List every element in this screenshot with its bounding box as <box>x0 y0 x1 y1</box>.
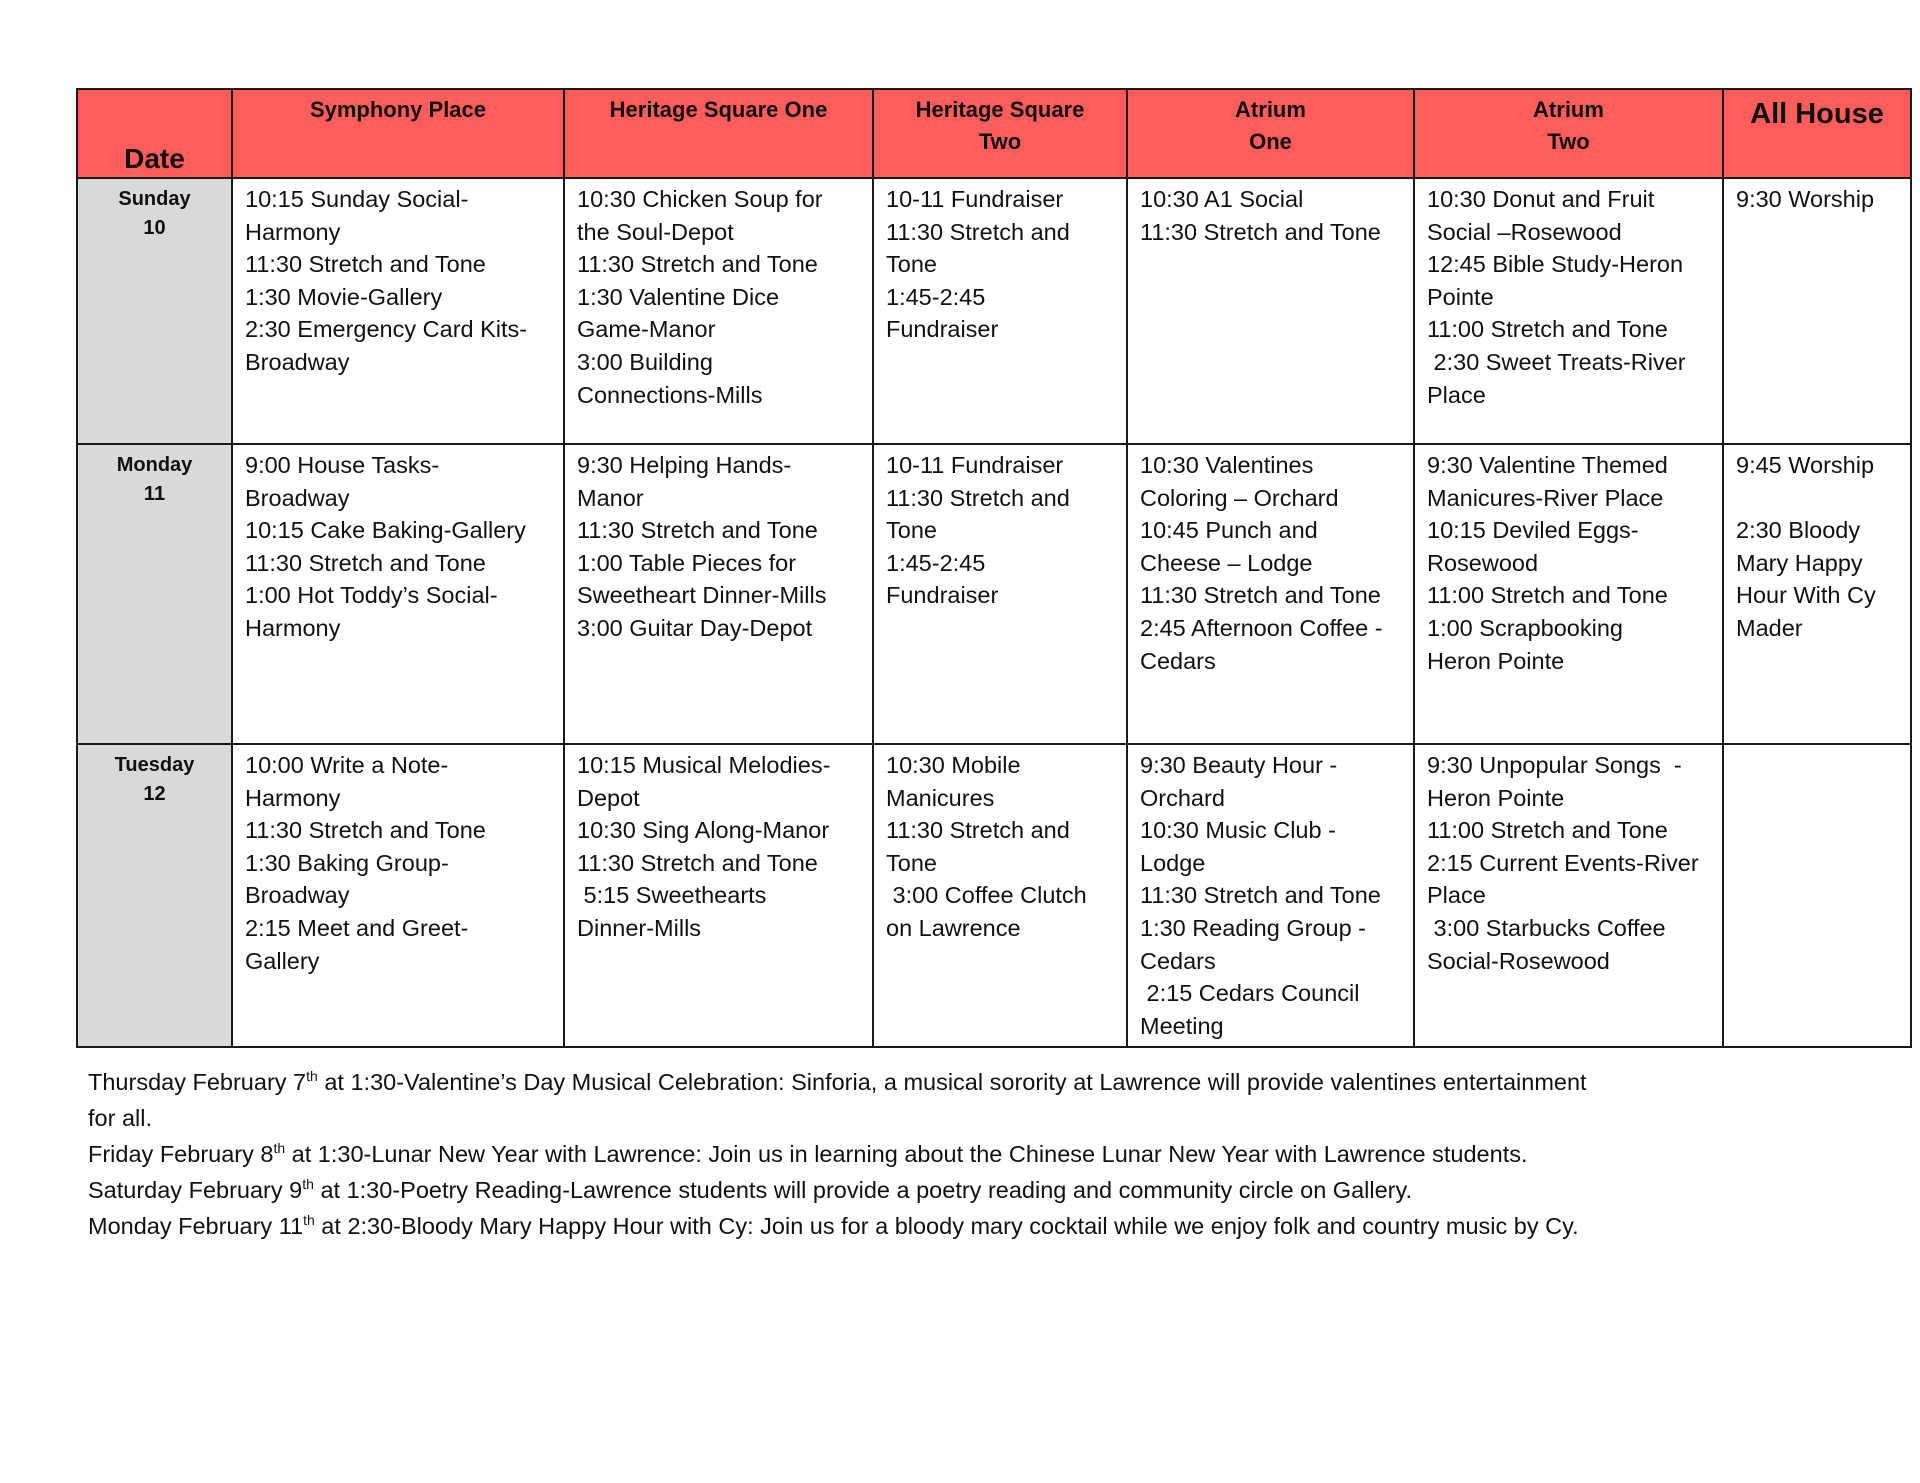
activity-line: Meeting <box>1140 1012 1224 1039</box>
activity-line: 11:30 Stretch and Tone <box>245 251 486 278</box>
activity-line: 1:30 Reading Group - <box>1140 914 1367 941</box>
activity-line: 11:30 Stretch and Tone <box>1140 882 1381 909</box>
activity-line: 10-11 Fundraiser <box>886 186 1064 212</box>
activity-line: Place <box>1427 381 1486 408</box>
day-cell <box>77 744 232 1047</box>
header-row <box>77 89 1911 178</box>
schedule-row-monday <box>77 444 1911 744</box>
header-atrium-two: Atrium Two <box>1414 89 1723 178</box>
activity-line: Harmony <box>245 218 341 245</box>
activity-line: Mary Happy <box>1736 549 1863 576</box>
event-note-date: Monday February 11 <box>88 1213 304 1239</box>
activity-line: 11:00 Stretch and Tone <box>1427 316 1668 343</box>
activity-line: 5:15 Sweethearts <box>577 882 767 909</box>
day-name: Sunday <box>118 188 191 210</box>
activity-cell-symphony-place <box>232 444 564 744</box>
schedule-row-tuesday <box>77 744 1911 1047</box>
activity-line: Fundraiser <box>886 582 999 609</box>
event-note-continuation: for all. <box>88 1105 152 1131</box>
day-number: 10 <box>143 217 166 239</box>
activity-cell-all-house <box>1723 444 1911 744</box>
activity-line: Manor <box>577 484 644 511</box>
activity-line: 10:00 Write a Note- <box>245 752 449 778</box>
activity-line: 10:45 Punch and <box>1140 517 1318 544</box>
event-note-text: at 2:30-Bloody Mary Happy Hour with Cy: Join us for a bloody mary cocktail while we enjoy folk and country music by Cy. <box>314 1213 1579 1239</box>
activity-line <box>1736 482 1900 515</box>
activity-line: Connections-Mills <box>577 381 763 408</box>
activity-line: 2:45 Afternoon Coffee - <box>1140 614 1383 641</box>
activity-line: Harmony <box>245 784 341 811</box>
activity-line: on Lawrence <box>886 914 1021 941</box>
activity-line: 2:15 Current Events-River <box>1427 849 1699 876</box>
activity-line: 10:15 Cake Baking-Gallery <box>245 517 526 544</box>
activity-line: 9:00 House Tasks- <box>245 452 440 478</box>
day-name: Monday <box>116 454 193 476</box>
activity-line: 10:15 Sunday Social- <box>245 186 469 212</box>
activity-line: Mader <box>1736 614 1803 641</box>
activity-line: Depot <box>577 784 640 811</box>
activity-line: 3:00 Starbucks Coffee <box>1427 914 1666 941</box>
day-number: 12 <box>143 783 166 805</box>
event-note-text: at 1:30-Valentine’s Day Musical Celebration: Sinforia, a musical sorority at Lawrence will provide valentines entertainment <box>317 1069 1587 1095</box>
activity-cell-atrium-two <box>1414 744 1723 1047</box>
activity-line: Tone <box>886 251 937 278</box>
activity-line: Heron Pointe <box>1427 784 1565 811</box>
activity-line: Broadway <box>245 348 350 375</box>
activity-line: 11:00 Stretch and Tone <box>1427 817 1668 844</box>
activity-line: Social –Rosewood <box>1427 218 1622 245</box>
header-symphony-place: Symphony Place <box>232 89 564 178</box>
activity-line: 10:30 Mobile <box>886 752 1021 778</box>
activity-line: Hour With Cy <box>1736 582 1876 609</box>
activity-cell-atrium-one <box>1127 744 1414 1047</box>
activity-line: 9:30 Unpopular Songs - <box>1427 752 1682 778</box>
activity-line: Pointe <box>1427 283 1494 310</box>
activity-line: 10:30 Sing Along-Manor <box>577 817 830 844</box>
activity-cell-heritage-square-two <box>873 444 1127 744</box>
activity-line: 11:30 Stretch and <box>886 817 1070 844</box>
activity-line: 2:30 Bloody <box>1736 517 1861 544</box>
activity-line: Tone <box>886 849 937 876</box>
ordinal-suffix: th <box>273 1140 286 1157</box>
activity-line: 1:00 Table Pieces for <box>577 549 797 576</box>
header-heritage-square-one: Heritage Square One <box>564 89 873 178</box>
activity-line: 1:30 Valentine Dice <box>577 283 780 310</box>
header-all-house: All House <box>1723 89 1911 178</box>
activity-line: Orchard <box>1140 784 1225 811</box>
activity-cell-symphony-place <box>232 178 564 444</box>
activity-line: 3:00 Guitar Day-Depot <box>577 614 813 641</box>
activity-schedule-table <box>76 88 1912 1048</box>
day-cell <box>77 178 232 444</box>
activity-line: Place <box>1427 882 1486 909</box>
activity-line: 1:45-2:45 <box>886 283 986 310</box>
activity-cell-atrium-one <box>1127 444 1414 744</box>
day-cell <box>77 444 232 744</box>
activity-line: 3:00 Coffee Clutch <box>886 882 1087 909</box>
activity-line: 11:30 Stretch and <box>886 218 1070 245</box>
activity-line: 1:30 Movie-Gallery <box>245 283 443 310</box>
activity-cell-atrium-one <box>1127 178 1414 444</box>
activity-line: Game-Manor <box>577 316 716 343</box>
activity-line: the Soul-Depot <box>577 218 734 245</box>
activity-line: 1:30 Baking Group- <box>245 849 449 876</box>
activity-line: 9:30 Worship <box>1736 186 1875 212</box>
activity-line: 10:30 Music Club - <box>1140 817 1336 844</box>
activity-line: 2:15 Meet and Greet- <box>245 914 469 941</box>
activity-line: 11:30 Stretch and Tone <box>1140 218 1381 245</box>
activity-line: 10:15 Musical Melodies- <box>577 752 831 778</box>
activity-cell-all-house <box>1723 744 1911 1047</box>
activity-cell-atrium-two <box>1414 178 1723 444</box>
activity-line: Rosewood <box>1427 549 1539 576</box>
activity-line: Gallery <box>245 947 320 974</box>
activity-cell-atrium-two <box>1414 444 1723 744</box>
event-note-date: Friday February 8 <box>88 1141 274 1167</box>
ordinal-suffix: th <box>303 1212 315 1229</box>
activity-line: Tone <box>886 517 937 544</box>
activity-line: 10:30 Valentines <box>1140 452 1314 478</box>
activity-cell-symphony-place <box>232 744 564 1047</box>
header-heritage-square-two: Heritage Square Two <box>873 89 1127 178</box>
activity-line: 9:30 Helping Hands- <box>577 452 792 478</box>
schedule-row-sunday <box>77 178 1911 444</box>
activity-line: Sweetheart Dinner-Mills <box>577 582 827 609</box>
activity-line: 11:30 Stretch and Tone <box>577 517 818 544</box>
event-note-date: Saturday February 9 <box>88 1177 303 1203</box>
event-note <box>88 1064 1888 1100</box>
activity-cell-heritage-square-two <box>873 744 1127 1047</box>
activity-line: 11:30 Stretch and Tone <box>577 251 818 278</box>
activity-cell-heritage-square-one <box>564 444 873 744</box>
activity-line: Manicures <box>886 784 995 811</box>
event-note <box>88 1208 1888 1244</box>
activity-line: 3:00 Building <box>577 348 713 375</box>
activity-line: 11:30 Stretch and Tone <box>1140 582 1381 609</box>
activity-line: 9:45 Worship <box>1736 452 1875 478</box>
activity-line: 11:30 Stretch and <box>886 484 1070 511</box>
activity-line: 11:30 Stretch and Tone <box>577 849 818 876</box>
activity-line: 2:30 Sweet Treats-River <box>1427 348 1686 375</box>
activity-cell-heritage-square-one <box>564 744 873 1047</box>
event-note <box>88 1136 1888 1172</box>
activity-line: 11:30 Stretch and Tone <box>245 549 486 576</box>
activity-line: Harmony <box>245 614 341 641</box>
activity-cell-heritage-square-one <box>564 178 873 444</box>
activity-line: 1:45-2:45 <box>886 549 986 576</box>
header-date: Date <box>77 89 232 178</box>
activity-line: Broadway <box>245 484 350 511</box>
activity-line: 10:30 Chicken Soup for <box>577 186 823 212</box>
activity-line: 9:30 Valentine Themed <box>1427 452 1668 478</box>
activity-line: Lodge <box>1140 849 1206 876</box>
day-number: 11 <box>143 483 166 505</box>
activity-line: Broadway <box>245 882 350 909</box>
activity-cell-heritage-square-two <box>873 178 1127 444</box>
activity-line: Cedars <box>1140 647 1216 674</box>
activity-line: 11:30 Stretch and Tone <box>245 817 486 844</box>
activity-line: 1:00 Hot Toddy’s Social- <box>245 582 498 609</box>
ordinal-suffix: th <box>306 1068 318 1085</box>
activity-line: 11:00 Stretch and Tone <box>1427 582 1668 609</box>
activity-line: 9:30 Beauty Hour - <box>1140 752 1338 778</box>
activity-line: 1:00 Scrapbooking <box>1427 614 1623 641</box>
activity-line: Social-Rosewood <box>1427 947 1610 974</box>
activity-line: Heron Pointe <box>1427 647 1565 674</box>
activity-line: Fundraiser <box>886 316 999 343</box>
activity-line: Manicures-River Place <box>1427 484 1664 511</box>
day-name: Tuesday <box>114 754 195 776</box>
activity-line: Dinner-Mills <box>577 914 702 941</box>
event-note <box>88 1172 1888 1208</box>
activity-line: Cedars <box>1140 947 1216 974</box>
ordinal-suffix: th <box>302 1176 314 1193</box>
event-note-date: Thursday February 7 <box>88 1069 307 1095</box>
activity-line: Cheese – Lodge <box>1140 549 1313 576</box>
activity-line: 10:30 A1 Social <box>1140 186 1304 212</box>
activity-line: 10:30 Donut and Fruit <box>1427 186 1655 212</box>
activity-cell-all-house <box>1723 178 1911 444</box>
activity-line: 2:30 Emergency Card Kits- <box>245 316 528 343</box>
activity-line: 10:15 Deviled Eggs- <box>1427 517 1639 544</box>
event-note-text: at 1:30-Poetry Reading-Lawrence students will provide a poetry reading and community circle on Gallery. <box>313 1177 1413 1203</box>
header-atrium-one: Atrium One <box>1127 89 1414 178</box>
activity-line: 12:45 Bible Study-Heron <box>1427 251 1684 278</box>
activity-line: 10-11 Fundraiser <box>886 452 1064 478</box>
event-note-text: at 1:30-Lunar New Year with Lawrence: Join us in learning about the Chinese Lunar New Year with Lawrence students. <box>285 1141 1528 1167</box>
activity-line: 2:15 Cedars Council <box>1140 980 1360 1007</box>
special-events-notes <box>88 1064 1888 1244</box>
activity-line: Coloring – Orchard <box>1140 484 1339 511</box>
